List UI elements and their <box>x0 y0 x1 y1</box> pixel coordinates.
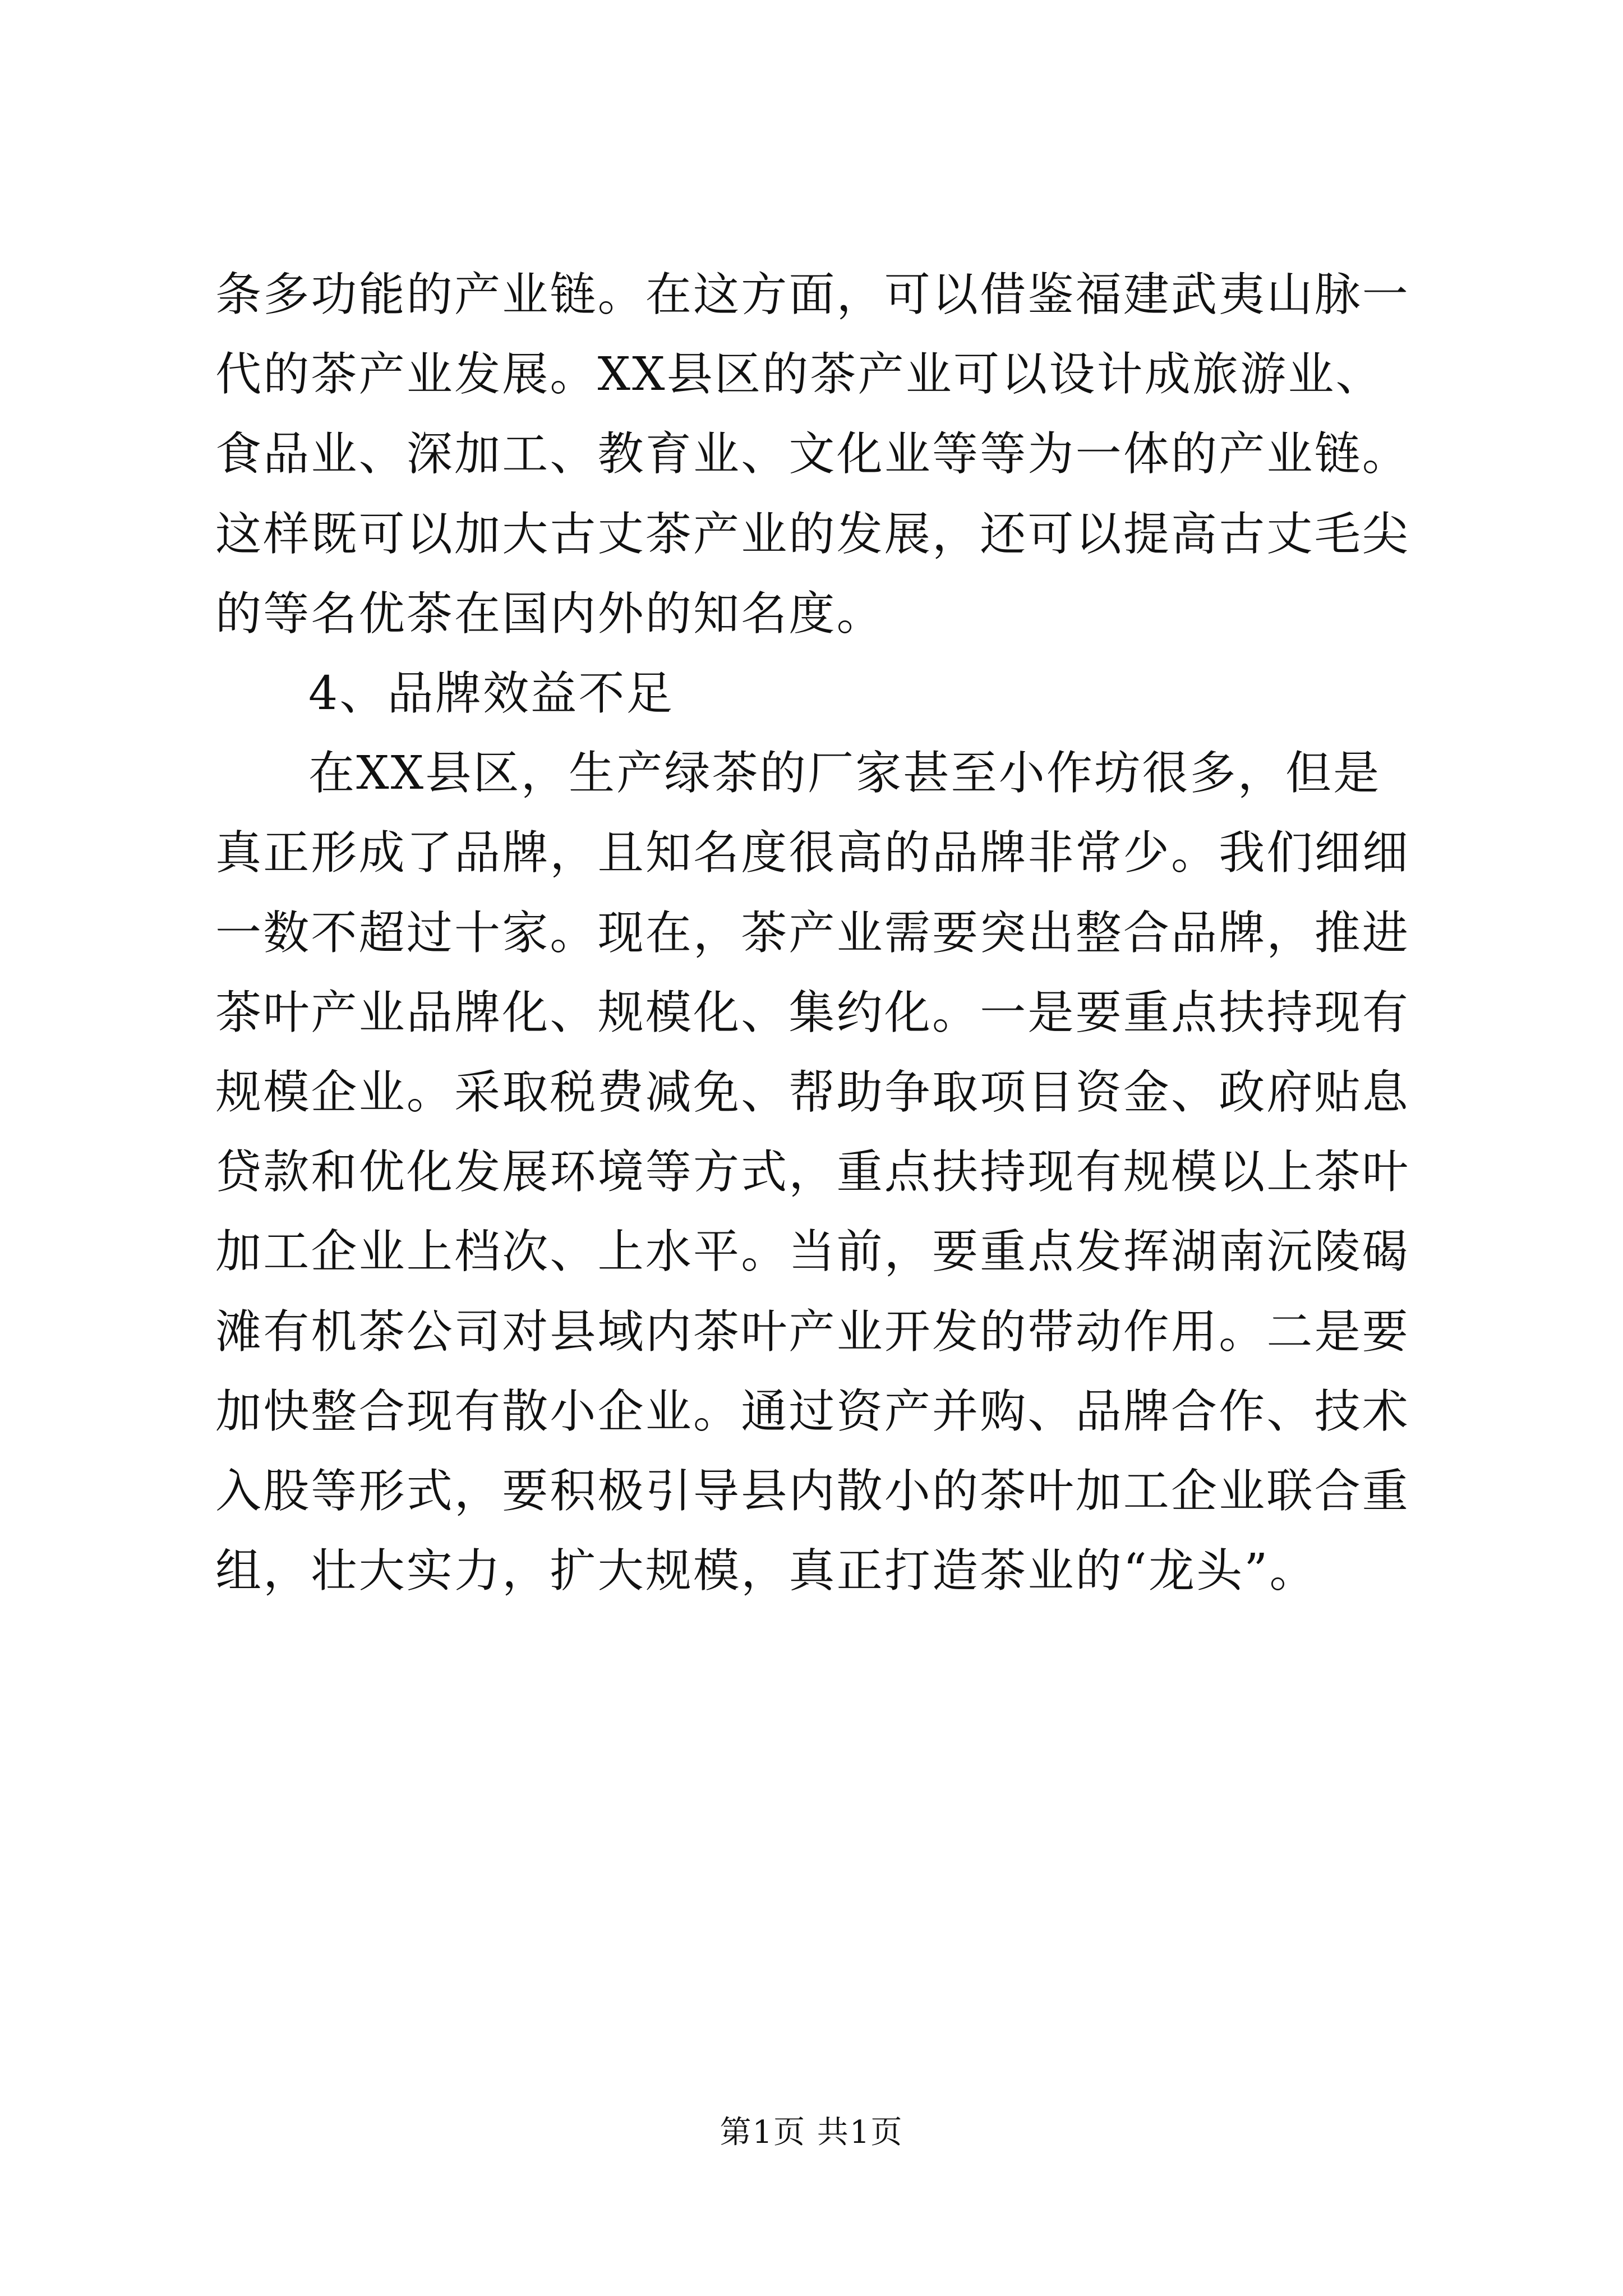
paragraph-continuation: 条多功能的产业链。在这方面，可以借鉴福建武夷山脉一代的茶产业发展。XX县区的茶产业可以设计成旅游业、食品业、深加工、教育业、文化业等等为一体的产业链。这样既可以加大古丈茶产业的发展，还可以提高古丈毛尖的等名优茶在国内外的知名度。 <box>215 268 1410 641</box>
paragraph-brand-integration: 在XX县区，生产绿茶的厂家甚至小作坊很多，但是真正形成了品牌，且知名度很高的品牌非常少。我们细细一数不超过十家。现在，茶产业需要突出整合品牌，推进茶叶产业品牌化、规模化、集约化。一是要重点扶持现有规模企业。采取税费减免、帮助争取项目资金、政府贴息贷款和优化发展环境等方式，重点扶持现有规模以上茶叶加工企业上档次、上水平。当前，要重点发挥湖南沅陵碣滩有机茶公司对县域内茶叶产业开发的带动作用。二是要加快整合现有散小企业。通过资产并购、品牌合作、技术入股等形式，要积极引导县内散小的茶叶加工企业联合重组，壮大实力，扩大规模，真正打造茶业的“龙头”。 <box>215 747 1410 1598</box>
section-heading-brand-benefit: 4、品牌效益不足 <box>308 667 674 721</box>
page-footer: 第1页 共1页 <box>720 2114 903 2151</box>
document-body <box>215 255 1412 1611</box>
